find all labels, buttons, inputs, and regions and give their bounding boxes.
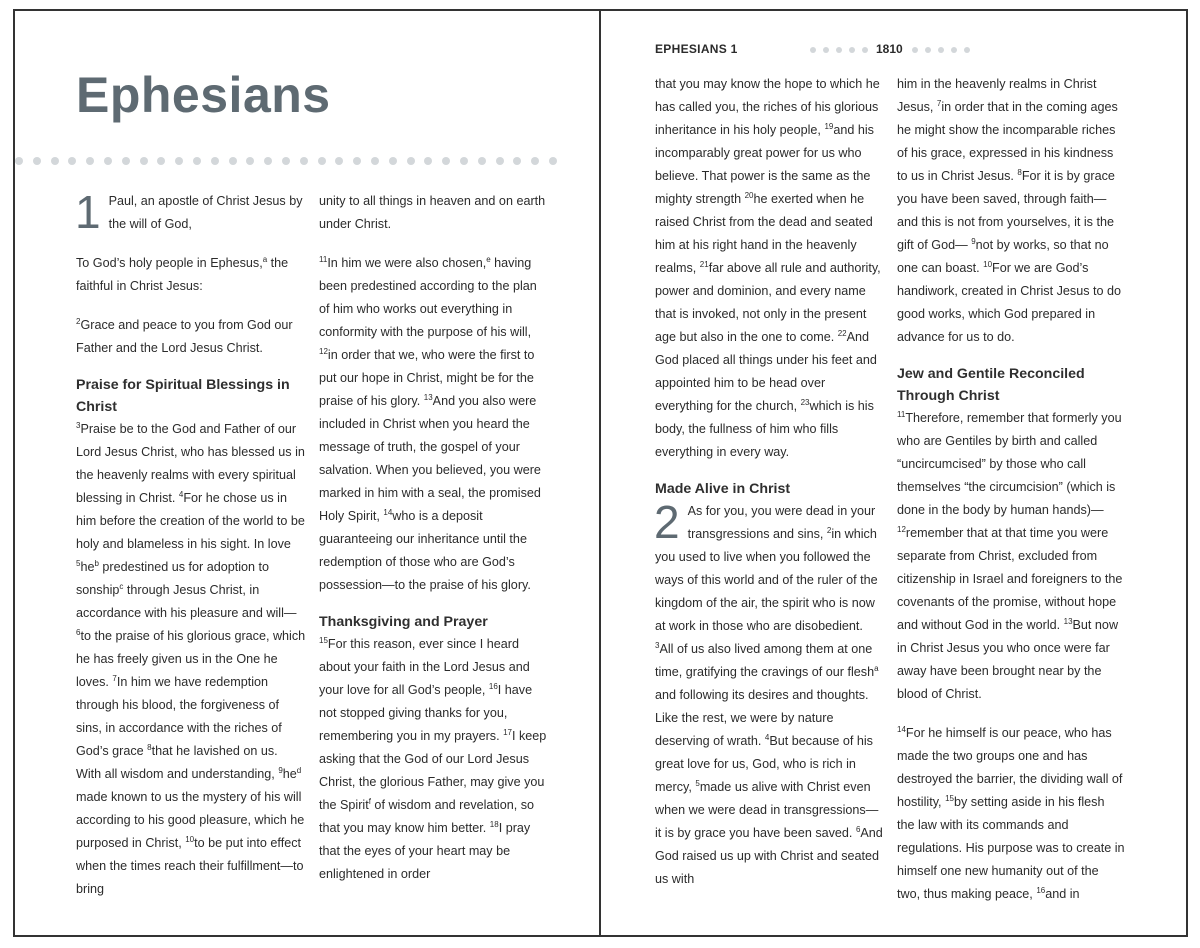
dot-ornament [33,157,41,165]
verse-text: of wisdom and revelation, so that you may know him better. [319,798,535,835]
header-dots-left [810,47,868,53]
verse-paragraph [654,496,884,891]
verse-paragraph [76,252,306,298]
verse-text: far above all rule and authority, power and dominion, and every name that is invoked, not only in the present age but also in the one to come. [655,261,881,344]
verse-text: he [80,560,95,574]
footnote-marker: b [94,558,99,568]
verse-text: him in the heavenly realms in Christ Jesus, [897,77,1097,114]
left-column-2 [319,190,547,886]
dot-ornament [175,157,183,165]
verse-text: by setting aside in his flesh the law with its commands and regulations. His purpose was to create in himself one new humanity out of the two, thus making peace, [897,795,1125,901]
verse-text: unity to all things in heaven and on earth under Christ. [319,194,546,231]
verse-text: Grace and peace to you from God our Father and the Lord Jesus Christ. [76,318,293,355]
verse-number: 15 [945,793,954,803]
dot-ornament [51,157,59,165]
dot-ornament [407,157,415,165]
dot-ornament [318,157,326,165]
verse-number: 12 [319,346,328,356]
verse-number: 6 [76,627,81,637]
dot-ornament [862,47,868,53]
verse-text: having been predestined according to the plan of him who works out everything in conformity with the purpose of his will, [319,256,537,339]
verse-number: 12 [897,524,906,534]
dot-ornament [912,47,918,53]
verse-text: and in [1045,887,1080,901]
dot-ornament [300,157,308,165]
dot-ornament [140,157,148,165]
verse-text: All of us also lived among them at one time, gratifying the cravings of our flesh [655,642,875,679]
dot-ornament [549,157,557,165]
dot-ornament [86,157,94,165]
dot-ornament [282,157,290,165]
verse-paragraph [655,73,884,464]
verse-text: that he lavished on us. With all wisdom and understanding, [76,744,279,781]
dot-ornament [157,157,165,165]
running-head: EPHESIANS 1 [655,42,738,56]
dot-ornament [229,157,237,165]
verse-text: But now in Christ Jesus you who once were far away have been brought near by the blood of Christ. [897,618,1119,701]
right-column-1 [655,73,884,891]
verse-number: 7 [936,98,942,108]
verse-number: 4 [764,732,770,742]
verse-text: in order that we, who were the first to put our hope in Christ, might be for the praise of his glory. [319,348,535,408]
verse-paragraph [897,73,1125,349]
verse-paragraph [897,407,1125,706]
verse-number: 8 [1017,167,1022,177]
footnote-marker: a [262,254,268,264]
verse-paragraph [319,633,547,886]
verse-number: 4 [178,489,184,499]
dot-ornament [442,157,450,165]
verse-text: the faithful in Christ Jesus: [76,256,289,293]
page-number: 1810 [876,42,903,56]
section-heading: Made Alive in Christ [655,481,791,497]
verse-number: 3 [655,640,660,650]
verse-number: 9 [971,236,976,246]
section-heading: Thanksgiving and Prayer [319,614,488,630]
verse-number: 13 [423,392,433,402]
verse-text: he exerted when he raised Christ from the dead and seated him at his right hand in the heavenly realms, [655,192,873,275]
verse-text: For we are God’s handiwork, created in Christ Jesus to do good works, which God prepared in advance for us to do. [897,261,1122,344]
dot-ornament [68,157,76,165]
verse-text: I have not stopped giving thanks for you, remembering you in my prayers. [319,683,533,743]
verse-text: to the praise of his glorious grace, which he has freely given us in the One he loves. [76,629,306,689]
verse-text: remember that at that time you were separate from Christ, excluded from citizenship in Israel and foreigners to the covenants of the promise, without hope and without God in the world. [897,526,1123,632]
footnote-marker: d [296,765,302,775]
verse-number: 3 [76,420,81,430]
dot-ornament [264,157,272,165]
dot-ornament [15,157,23,165]
dot-ornament [353,157,361,165]
verse-text: And you also were included in Christ when you heard the message of truth, the gospel of your salvation. When you believed, you were marked in him with a seal, the promised Holy Spirit, [319,394,541,523]
verse-text: To God’s holy people in Ephesus, [76,256,263,270]
verse-number: 2 [826,525,832,535]
verse-number: 16 [1036,885,1046,895]
verse-number: 5 [695,778,700,788]
verse-text: For this reason, ever since I heard about your faith in the Lord Jesus and your love for all God’s people, [319,637,530,697]
verse-text: And God raised us up with Christ and seated us with [655,826,883,886]
chapter-number: 2 [654,496,680,548]
verse-text: in which you used to live when you followed the ways of this world and of the ruler of the kingdom of the air, the spirit who is now at work in those who are disobedient. [655,527,878,633]
verse-text: I pray that the eyes of your heart may be enlightened in order [319,821,531,881]
right-column-2 [897,73,1125,906]
dot-ornament [122,157,130,165]
dot-ornament [849,47,855,53]
verse-number: 5 [76,558,81,568]
chapter-number: 1 [75,186,101,238]
verse-number: 22 [837,328,847,338]
verse-number: 11 [319,254,328,264]
verse-text: and following its desires and thoughts. Like the rest, we were by nature deserving of wrath. [655,688,869,748]
verse-text: Therefore, remember that formerly you who are Gentiles by birth and called “uncircumcised” by those who call themselves “the circumcision” (which is done in the body by human hands)— [897,411,1122,517]
verse-text: who is a deposit guaranteeing our inheritance until the redemption of those who are God’s possession—to the praise of his glory. [319,509,531,592]
dot-ornament [810,47,816,53]
verse-text: And God placed all things under his feet and appointed him to be head over everything for the church, [655,330,877,413]
verse-paragraph [76,418,306,901]
dot-ornament [938,47,944,53]
section-heading: Praise for Spiritual Blessings in Christ [76,377,290,415]
verse-text: which is his body, the fullness of him who fills everything in every way. [655,399,874,459]
dot-ornament [836,47,842,53]
verse-text: that you may know the hope to which he has called you, the riches of his glorious inheritance in his holy people, [655,77,880,137]
verse-number: 15 [319,635,328,645]
verse-number: 7 [112,673,117,683]
verse-text: to be put into effect when the times reach their fulfillment—to bring [76,836,304,896]
verse-text: through Jesus Christ, in accordance with his pleasure and will— [76,583,297,620]
verse-text: For it is by grace you have been saved, through faith—and this is not from yourselves, it is the gift of God— [897,169,1115,252]
dot-ornament [211,157,219,165]
header-dots-right [912,47,970,53]
verse-text: in order that in the coming ages he might show the incomparable riches of his grace, expressed in his kindness to us in Christ Jesus. [897,100,1118,183]
verse-number: 13 [1063,616,1073,626]
book-spine [599,9,601,937]
verse-paragraph [319,190,547,236]
verse-paragraph [319,252,547,597]
dot-ornament [371,157,379,165]
dot-ornament [424,157,432,165]
verse-number: 14 [897,724,906,734]
verse-text: made us alive with Christ even when we were dead in transgressions—it is by grace you have been saved. [655,780,879,840]
footnote-marker: a [874,663,879,673]
dot-ornament [246,157,254,165]
verse-number: 14 [383,507,393,517]
verse-text: But because of his great love for us, God, who is rich in mercy, [655,734,873,794]
footnote-marker: c [119,581,124,591]
verse-number: 10 [983,259,993,269]
dot-ornament [460,157,468,165]
verse-text: he [282,767,297,781]
verse-number: 9 [278,765,283,775]
chapter-1-opening [75,186,306,238]
verse-text: In him we were also chosen, [327,256,487,270]
dot-ornament [925,47,931,53]
verse-text: and his incomparably great power for us who believe. That power is the same as the mighty strength [655,123,874,206]
verse-number: 16 [488,681,498,691]
dot-ornament [335,157,343,165]
verse-number: 17 [503,727,512,737]
verse-number: 6 [855,824,861,834]
verse-paragraph [76,314,306,360]
verse-text: For he chose us in him before the creation of the world to be holy and blameless in his sight. In love [76,491,305,551]
verse-text: made known to us the mystery of his will according to his good pleasure, which he purposed in Christ, [76,790,305,850]
dot-ornament [531,157,539,165]
verse-number: 21 [699,259,709,269]
verse-text: For he himself is our peace, who has made the two groups one and has destroyed the barrier, the dividing wall of hostility, [897,726,1123,809]
verse-number: 18 [489,819,499,829]
dot-ornament [823,47,829,53]
verse-number: 11 [897,409,906,419]
verse-number: 23 [800,397,810,407]
verse-number: 20 [744,190,754,200]
verse-number: 10 [185,834,195,844]
verse-text: Praise be to the God and Father of our Lord Jesus Christ, who has blessed us in the heavenly realms with every spiritual blessing in Christ. [76,422,305,505]
footnote-marker: e [486,254,491,264]
verse-text: Paul, an apostle of Christ Jesus by the will of God, [108,194,303,231]
verse-paragraph [897,722,1125,906]
verse-text: predestined us for adoption to sonship [76,560,270,597]
dot-ornament [389,157,397,165]
section-heading: Jew and Gentile Reconciled Through Christ [897,366,1085,404]
verse-text: I keep asking that the God of our Lord Jesus Christ, the glorious Father, may give you the Spirit [319,729,547,812]
dot-ornament [513,157,521,165]
verse-number: 19 [824,121,834,131]
verse-text: As for you, you were dead in your transgressions and sins, [687,504,876,541]
dot-ornament [951,47,957,53]
verse-number: 2 [76,316,81,326]
verse-number: 8 [147,742,152,752]
verse-text: In him we have redemption through his blood, the forgiveness of sins, in accordance with the riches of God’s grace [76,675,282,758]
footnote-marker: f [368,796,371,806]
book-title: Ephesians [76,67,331,123]
dot-ornament [104,157,112,165]
dot-ornament [193,157,201,165]
left-column-1 [75,186,306,901]
title-dot-rule [15,157,557,165]
dot-ornament [964,47,970,53]
verse-text: not by works, so that no one can boast. [897,238,1109,275]
dot-ornament [496,157,504,165]
dot-ornament [478,157,486,165]
